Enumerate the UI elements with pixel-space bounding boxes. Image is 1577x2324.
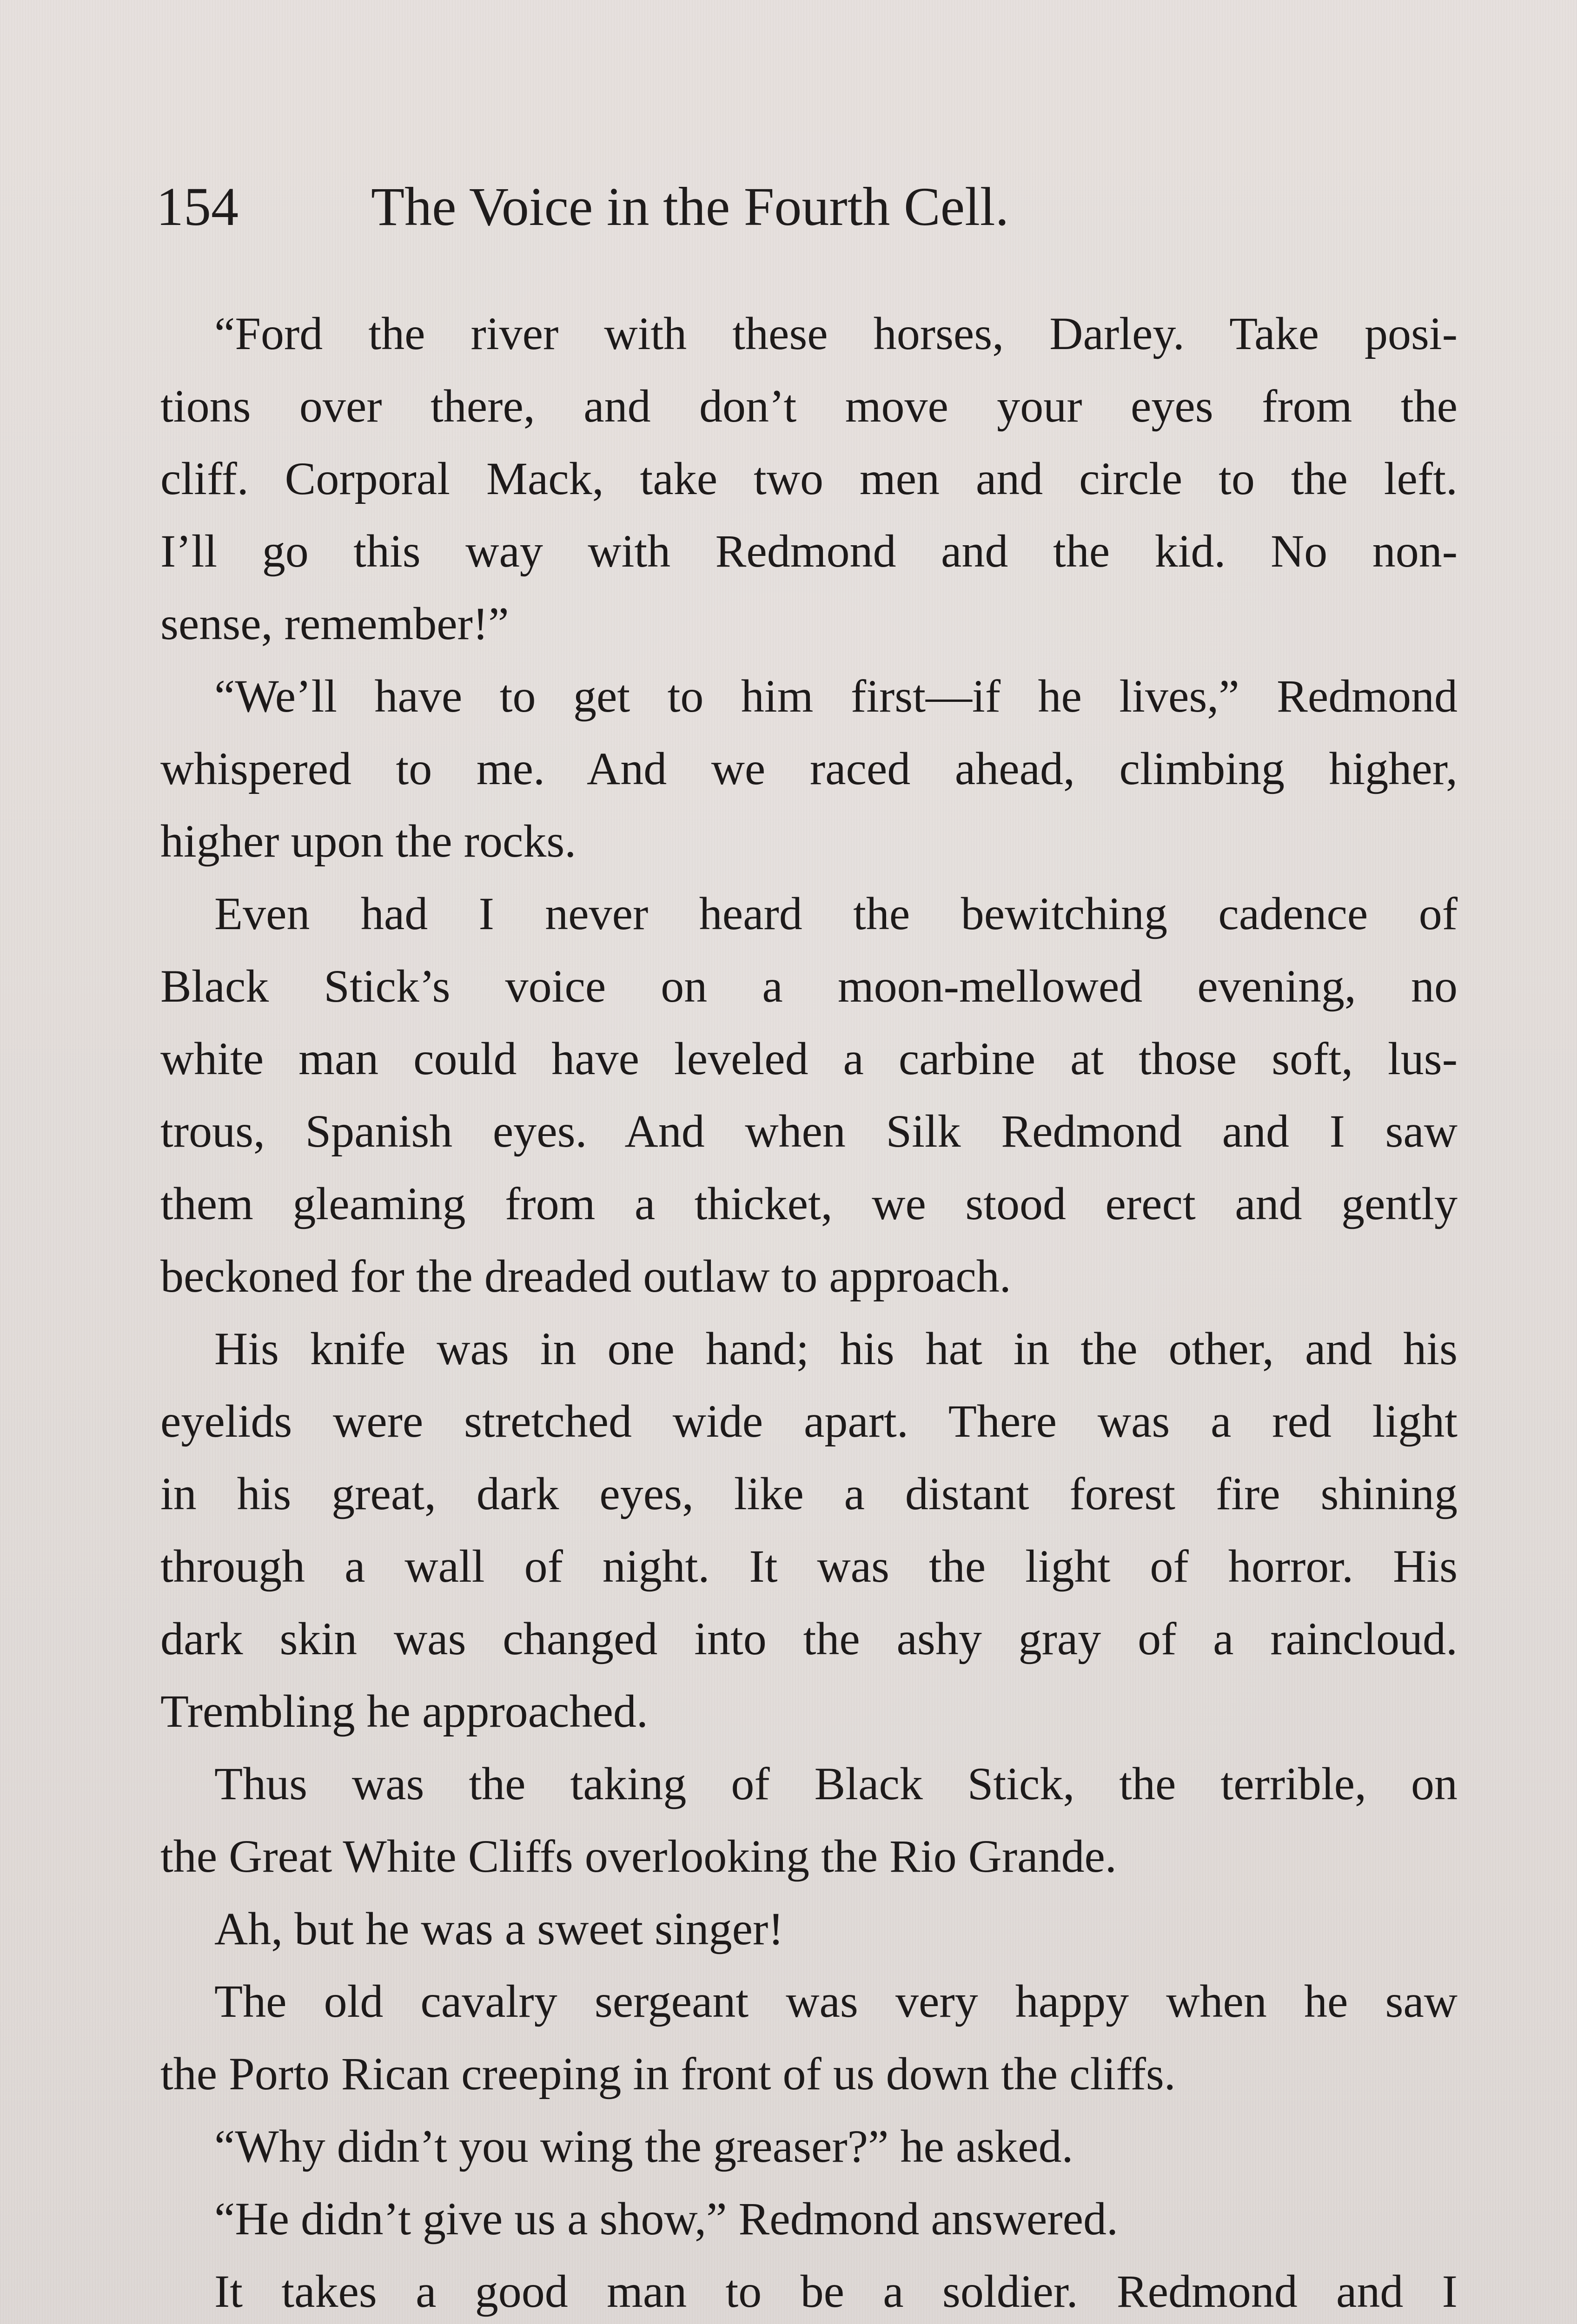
text-line: His knife was in one hand; his hat in the other, and his bbox=[214, 1323, 1458, 1374]
text-line: “Why didn’t you wing the greaser?” he asked. bbox=[214, 2120, 1073, 2172]
text-line: It takes a good man to be a soldier. Redmond and I bbox=[214, 2265, 1458, 2317]
text-line: white man could have leveled a carbine at those soft, lus- bbox=[160, 1033, 1458, 1084]
paragraph bbox=[160, 2110, 1458, 2183]
body-text bbox=[160, 297, 1458, 2324]
text-line: The old cavalry sergeant was very happy when he saw bbox=[214, 1975, 1458, 2027]
text-line: them gleaming from a thicket, we stood erect and gently bbox=[160, 1178, 1458, 1229]
paragraph bbox=[160, 1965, 1458, 2110]
text-line: trous, Spanish eyes. And when Silk Redmond and I saw bbox=[160, 1105, 1458, 1157]
text-line: eyelids were stretched wide apart. There was a red light bbox=[160, 1395, 1458, 1447]
text-line: Black Stick’s voice on a moon-mellowed evening, no bbox=[160, 960, 1458, 1012]
text-line: Ah, but he was a sweet singer! bbox=[214, 1903, 784, 1954]
text-line: the Porto Rican creeping in front of us down the cliffs. bbox=[160, 2048, 1176, 2100]
text-line: “We’ll have to get to him first—if he lives,” Redmond bbox=[214, 670, 1458, 722]
paragraph bbox=[160, 1893, 1458, 1965]
running-title: The Voice in the Fourth Cell. bbox=[371, 176, 1009, 237]
paragraph bbox=[160, 2255, 1458, 2324]
paragraph bbox=[160, 1748, 1458, 1893]
text-line: beckoned for the dreaded outlaw to approach. bbox=[160, 1250, 1011, 1302]
text-line: in his great, dark eyes, like a distant forest fire shining bbox=[160, 1468, 1458, 1519]
paragraph bbox=[160, 1313, 1458, 1748]
text-line: dark skin was changed into the ashy gray of a raincloud. bbox=[160, 1613, 1458, 1664]
page-header bbox=[156, 172, 1458, 242]
paragraph bbox=[160, 878, 1458, 1313]
text-line: through a wall of night. It was the light of horror. His bbox=[160, 1540, 1458, 1592]
text-line: cliff. Corporal Mack, take two men and circle to the left. bbox=[160, 453, 1458, 504]
text-line: the Great White Cliffs overlooking the Rio Grande. bbox=[160, 1830, 1117, 1882]
text-line: Thus was the taking of Black Stick, the terrible, on bbox=[214, 1758, 1458, 1809]
text-line: “He didn’t give us a show,” Redmond answered. bbox=[214, 2193, 1118, 2245]
text-line: “Ford the river with these horses, Darley. Take posi- bbox=[214, 308, 1458, 359]
paragraph bbox=[160, 660, 1458, 878]
text-line: whispered to me. And we raced ahead, climbing higher, bbox=[160, 743, 1458, 794]
paragraph bbox=[160, 297, 1458, 660]
text-line: Even had I never heard the bewitching cadence of bbox=[214, 888, 1458, 939]
text-line: tions over there, and don’t move your eyes from the bbox=[160, 380, 1458, 432]
text-line: sense, remember!” bbox=[160, 598, 509, 649]
text-line: higher upon the rocks. bbox=[160, 815, 576, 867]
text-line: I’ll go this way with Redmond and the kid. No non- bbox=[160, 525, 1458, 577]
text-line: Trembling he approached. bbox=[160, 1685, 648, 1737]
page-number: 154 bbox=[156, 176, 239, 237]
paragraph bbox=[160, 2183, 1458, 2255]
